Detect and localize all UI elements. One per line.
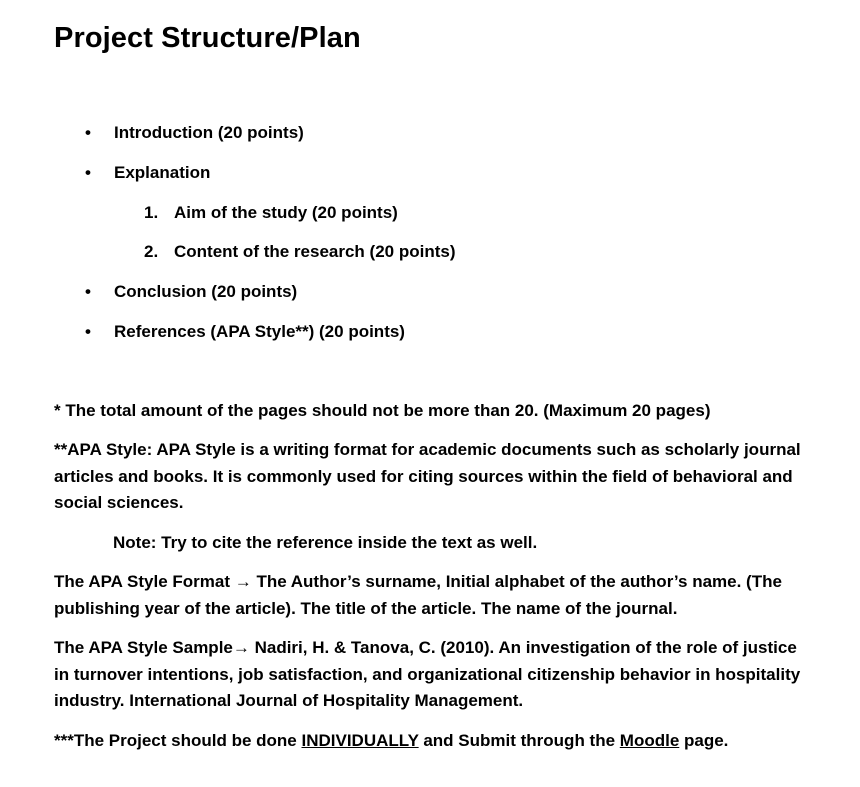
submission-middle: and Submit through the: [418, 731, 620, 750]
cite-note: Note: Try to cite the reference inside the text as well.: [113, 533, 538, 552]
list-number: 2.: [144, 242, 159, 261]
individually-emphasis: INDIVIDUALLY: [301, 731, 419, 750]
list-number: 1.: [144, 203, 159, 222]
apa-definition: **APA Style: APA Style is a writing format for academic documents such as scholarly journal articles and books. It is commonly used for citing sources within the field of behavioral and social sciences.: [54, 440, 801, 512]
bullet-icon: •: [85, 163, 91, 182]
bullet-icon: •: [85, 123, 91, 142]
apa-sample: The APA Style Sample→ Nadiri, H. & Tanova, C. (2010). An investigation of the role of justice in turnover intentions, job satisfaction, and organizational citizenship behavior in hospitality industry. International Journal of Hospitality Management.: [54, 638, 801, 710]
pages-note: * The total amount of the pages should not be more than 20. (Maximum 20 pages): [54, 401, 711, 420]
outline-subitem-label: Content of the research (20 points): [174, 242, 456, 261]
bullet-icon: •: [85, 282, 91, 301]
outline-item-label: Conclusion (20 points): [114, 282, 298, 301]
page-title: Project Structure/Plan: [54, 22, 361, 54]
submission-note: [54, 728, 814, 755]
outline-item-label: Explanation: [114, 163, 211, 182]
submission-prefix: ***The Project should be done: [54, 731, 302, 750]
outline-item-label: References (APA Style**) (20 points): [114, 322, 405, 341]
outline-subitem-label: Aim of the study (20 points): [174, 203, 398, 222]
bullet-icon: •: [85, 322, 91, 341]
outline-item-label: Introduction (20 points): [114, 123, 304, 142]
apa-format: The APA Style Format → The Author’s surname, Initial alphabet of the author’s name. (The publishing year of the article). The title of the article. The name of the journal.: [54, 572, 782, 618]
submission-suffix: page.: [679, 731, 729, 750]
moodle-link[interactable]: Moodle: [619, 731, 680, 750]
